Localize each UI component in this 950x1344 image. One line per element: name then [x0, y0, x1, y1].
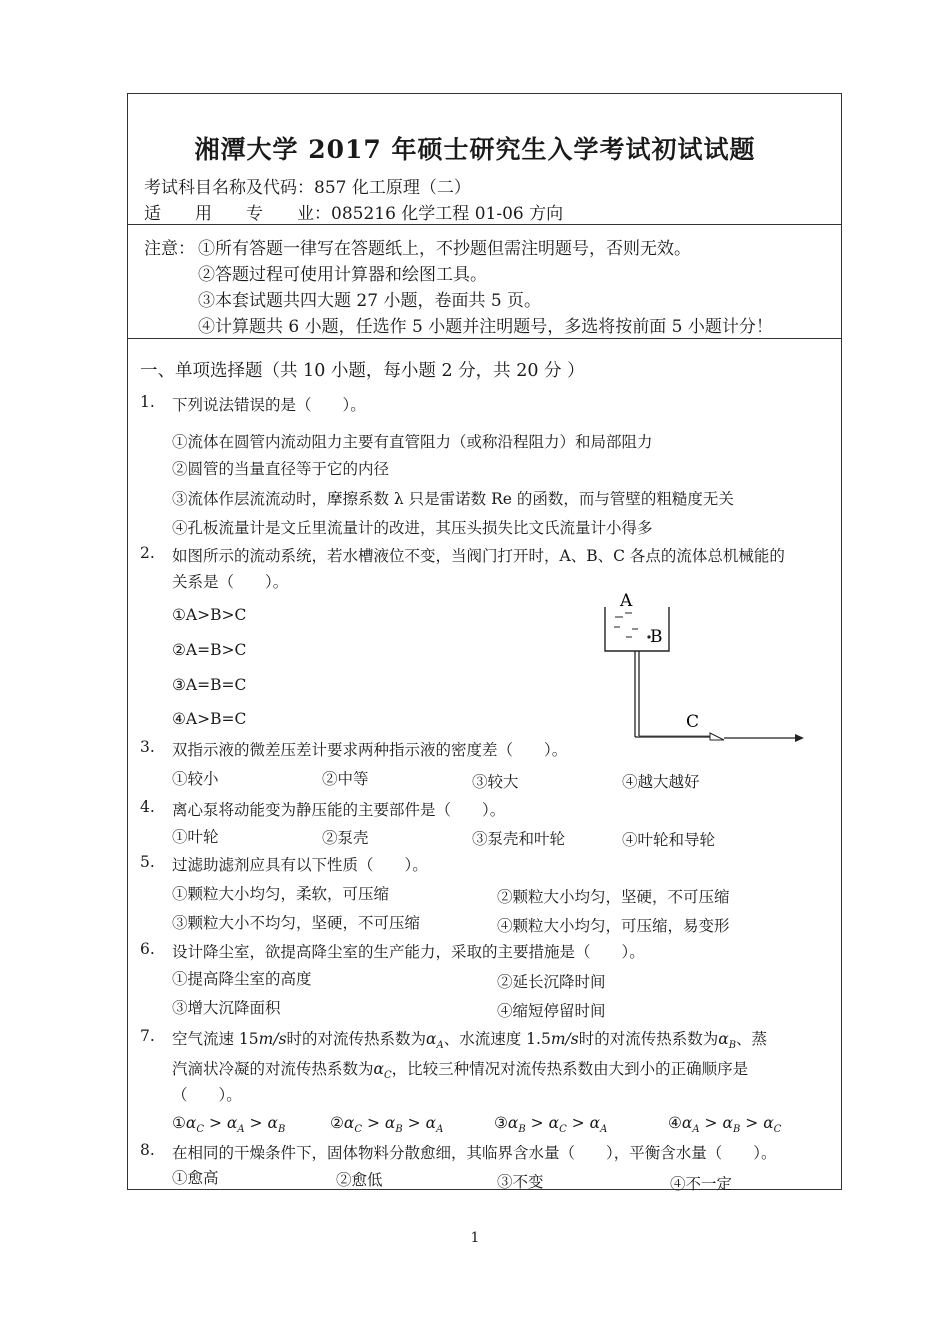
question-number: 2. — [140, 544, 155, 562]
note-item: ②答题过程可使用计算器和绘图工具。 — [198, 265, 487, 285]
divider — [127, 224, 842, 225]
subject-label: 考试科目名称及代码： — [144, 178, 314, 198]
question-stem — [172, 1057, 748, 1081]
question-stem: 离心泵将动能变为静压能的主要部件是（ ）。 — [172, 801, 506, 819]
option: ④孔板流量计是文丘里流量计的改进，其压头损失比文氏流量计小得多 — [172, 519, 653, 537]
option: ③不变 — [497, 1173, 544, 1191]
option: ③泵壳和叶轮 — [472, 830, 566, 848]
question-stem — [172, 1027, 767, 1051]
option: ④不一定 — [670, 1175, 733, 1193]
note-item: ①所有答题一律写在答题纸上，不抄题但需注明题号，否则无效。 — [198, 239, 691, 259]
option: $①\alpha_C > \alpha_A > \alpha_B$ — [172, 1114, 286, 1136]
stem-text: 汽滴状冷凝的对流传热系数为 — [172, 1060, 374, 1078]
stem-text: 、蒸 — [736, 1030, 768, 1048]
page-number: 1 — [470, 1230, 480, 1246]
major-value: 085216 化学工程 01-06 方向 — [331, 204, 564, 224]
flow-arrow-icon — [795, 734, 804, 742]
option: ④颗粒大小均匀，可压缩，易变形 — [497, 917, 730, 935]
question-stem: 双指示液的微差压差计要求两种指示液的密度差（ ）。 — [172, 741, 568, 759]
unit: m/s — [550, 1030, 579, 1048]
alpha-a: $\alpha_A$ — [426, 1030, 444, 1052]
option: $③\alpha_B > \alpha_C > \alpha_A$ — [494, 1114, 608, 1136]
option: ④叶轮和导轮 — [622, 831, 716, 849]
question-number: 6. — [140, 940, 155, 958]
question-number: 7. — [140, 1027, 155, 1045]
question-stem: 如图所示的流动系统，若水槽液位不变，当阀门打开时，A、B、C 各点的流体总机械能的 — [172, 547, 785, 565]
option: ①流体在圆管内流动阻力主要有直管阻力（或称沿程阻力）和局部阻力 — [172, 433, 653, 451]
question-stem: 关系是（ ）。 — [172, 573, 289, 591]
option: $②\alpha_C > \alpha_B > \alpha_A$ — [330, 1114, 444, 1136]
point-b-label: B — [650, 627, 663, 647]
question-number: 3. — [140, 738, 155, 756]
alpha-b: $\alpha_B$ — [718, 1030, 737, 1052]
option: ③A=B=C — [172, 676, 247, 694]
question-number: 5. — [140, 853, 155, 871]
option: ②中等 — [322, 770, 369, 788]
option: ②A=B>C — [172, 641, 247, 659]
flow-system-diagram — [590, 585, 815, 750]
question-number: 4. — [140, 798, 155, 816]
option: ③流体作层流流动时，摩擦系数 λ 只是雷诺数 Re 的函数，而与管壁的粗糙度无关 — [172, 490, 734, 508]
question-stem: 下列说法错误的是（ ）。 — [172, 396, 366, 414]
stem-text: ，比较三种情况对流传热系数由大到小的正确顺序是 — [391, 1060, 749, 1078]
question-stem: 设计降尘室，欲提高降尘室的生产能力，采取的主要措施是（ ）。 — [172, 943, 645, 961]
subject-line — [144, 173, 471, 198]
option: ②延长沉降时间 — [497, 973, 606, 991]
option: ①叶轮 — [172, 828, 219, 846]
option: ①颗粒大小均匀，柔软，可压缩 — [172, 885, 390, 903]
option: ②愈低 — [336, 1171, 383, 1189]
option: ③增大沉降面积 — [172, 999, 281, 1017]
section-heading: 一、单项选择题（共 10 小题，每小题 2 分，共 20 分 ） — [140, 361, 585, 381]
stem-text: 、水流速度 1.5 — [443, 1030, 551, 1048]
stem-text: 时的对流传热系数为 — [578, 1030, 719, 1048]
point-a-label: A — [620, 591, 633, 611]
note-item: ③本套试题共四大题 27 小题，卷面共 5 页。 — [198, 291, 542, 311]
option: ①较小 — [172, 770, 219, 788]
question-number: 1. — [140, 393, 155, 411]
point-c-label: C — [686, 712, 700, 732]
option: ③颗粒大小不均匀，坚硬，不可压缩 — [172, 914, 421, 932]
note-item: ④计算题共 6 小题，任选作 5 小题并注明题号，多选将按前面 5 小题计分！ — [198, 312, 773, 339]
question-number: 8. — [140, 1141, 155, 1159]
divider — [127, 338, 842, 339]
question-stem: 在相同的干燥条件下，固体物料分散愈细，其临界含水量（ ），平衡含水量（ ）。 — [172, 1144, 777, 1162]
alpha-c: $\alpha_C$ — [373, 1060, 392, 1082]
question-stem: （ ）。 — [172, 1086, 242, 1104]
subject-value: 857 化工原理（二） — [314, 178, 471, 198]
valve-icon — [710, 733, 724, 740]
major-line — [144, 199, 563, 224]
major-label: 适 用 专 业： — [144, 204, 331, 224]
option: ④缩短停留时间 — [497, 1002, 606, 1020]
option: ②泵壳 — [322, 829, 369, 847]
notes-label: 注意： — [144, 239, 195, 259]
page-title: 湘潭大学 2017 年硕士研究生入学考试初试试题 — [194, 135, 756, 164]
option: ②颗粒大小均匀，坚硬，不可压缩 — [497, 888, 730, 906]
option: ①A>B>C — [172, 606, 247, 624]
option: ①愈高 — [172, 1169, 219, 1187]
option: $④\alpha_A > \alpha_B > \alpha_C$ — [668, 1114, 782, 1136]
unit: m/s — [258, 1030, 287, 1048]
option: ②圆管的当量直径等于它的内径 — [172, 460, 390, 478]
option: ①提高降尘室的高度 — [172, 970, 312, 988]
option: ④越大越好 — [622, 773, 700, 791]
stem-text: 空气流速 15 — [172, 1030, 259, 1048]
option: ④A>B=C — [172, 710, 247, 728]
stem-text: 时的对流传热系数为 — [286, 1030, 427, 1048]
question-stem: 过滤助滤剂应具有以下性质（ ）。 — [172, 856, 428, 874]
option: ③较大 — [472, 773, 519, 791]
